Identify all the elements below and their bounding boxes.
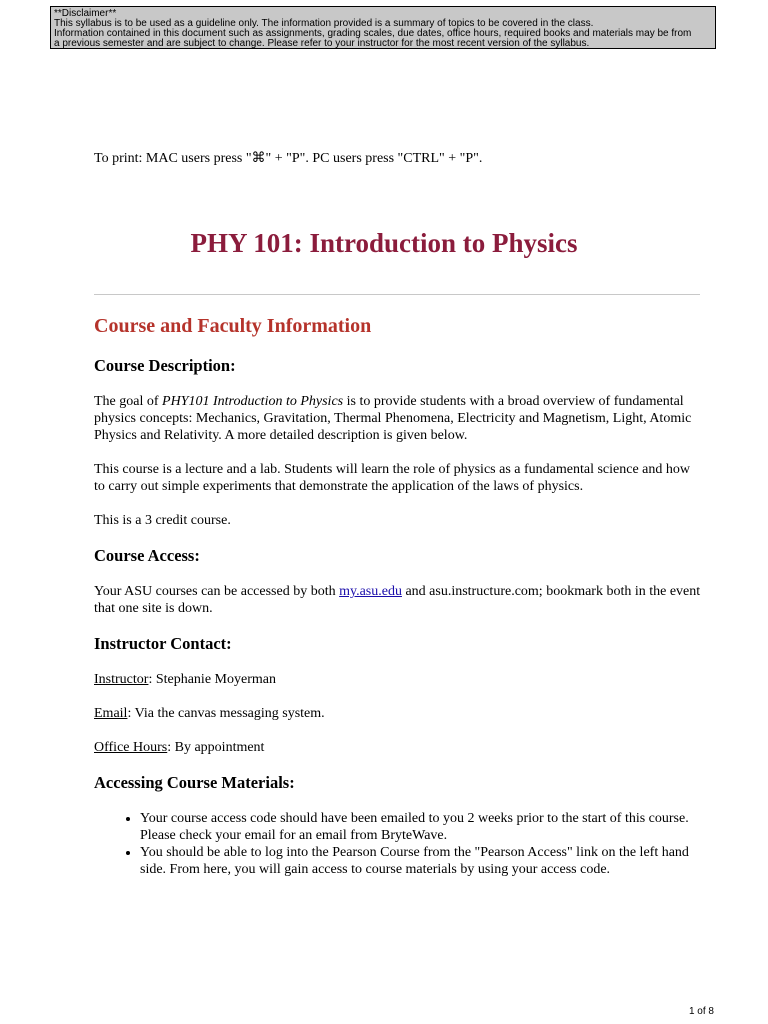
email-value: : Via the canvas messaging system.	[127, 706, 325, 721]
divider	[94, 294, 700, 295]
office-hours-label: Office Hours	[94, 740, 168, 755]
course-access-heading: Course Access:	[94, 546, 200, 565]
course-access-paragraph	[94, 583, 704, 617]
disclaimer-box	[50, 6, 716, 49]
disclaimer-line: **Disclaimer**	[54, 8, 117, 19]
my-asu-link[interactable]: my.asu.edu	[339, 584, 402, 599]
instructor-line	[94, 671, 704, 688]
course-name-italic: PHY101 Introduction to Physics	[162, 394, 344, 409]
email-line	[94, 705, 704, 722]
course-description-heading: Course Description:	[94, 356, 236, 375]
email-label: Email	[94, 706, 128, 721]
credits-paragraph: This is a 3 credit course.	[94, 513, 231, 528]
text-span: The goal of	[94, 394, 163, 409]
office-hours-line	[94, 739, 704, 756]
print-instructions: To print: MAC users press "⌘" + "P". PC users press "CTRL" + "P".	[94, 151, 483, 166]
page-title: PHY 101: Introduction to Physics	[190, 228, 578, 258]
disclaimer-line: a previous semester and are subject to change. Please refer to your instructor for the most recent version of the syllabus.	[54, 38, 590, 49]
instructor-value: : Stephanie Moyerman	[148, 672, 276, 687]
course-format-paragraph: This course is a lecture and a lab. Students will learn the role of physics as a fundamental science and how to carry out simple experiments that demonstrate the application of the laws of physics.	[94, 462, 690, 494]
text-span: and asu.instructure.com; bookmark both in the event that one site is down.	[94, 584, 701, 616]
text-span: is to provide students with a broad overview of fundamental physics concepts: Mechanics, Gravitation, Thermal Phenomena, Electricity and Magnetism, Light, Atomic Physics and Relativity. A more detailed description is given below.	[94, 394, 692, 443]
instructor-contact-heading: Instructor Contact:	[94, 634, 232, 653]
course-materials-heading: Accessing Course Materials:	[94, 773, 295, 792]
text-span: Your ASU courses can be accessed by both	[94, 584, 340, 599]
list-item: • You should be able to log into the Pearson Course from the "Pearson Access" link on the left hand side. From here, you will gain access to course materials by using your access code.	[140, 844, 704, 878]
disclaimer-line: This syllabus is to be used as a guideline only. The information provided is a summary of topics to be covered in the class.	[54, 18, 594, 29]
instructor-label: Instructor	[94, 672, 149, 687]
page-number: 1 of 8	[688, 1006, 714, 1017]
syllabus-content	[94, 356, 704, 878]
course-description-paragraph	[94, 393, 704, 444]
course-materials-list	[94, 810, 704, 878]
list-item: • Your course access code should have been emailed to you 2 weeks prior to the start of this course. Please check your email for an email from BryteWave.	[140, 810, 704, 844]
disclaimer-line: Information contained in this document such as assignments, grading scales, due dates, office hours, required books and materials may be from	[54, 28, 692, 39]
office-hours-value: : By appointment	[167, 740, 265, 755]
section-title: Course and Faculty Information	[94, 315, 372, 337]
